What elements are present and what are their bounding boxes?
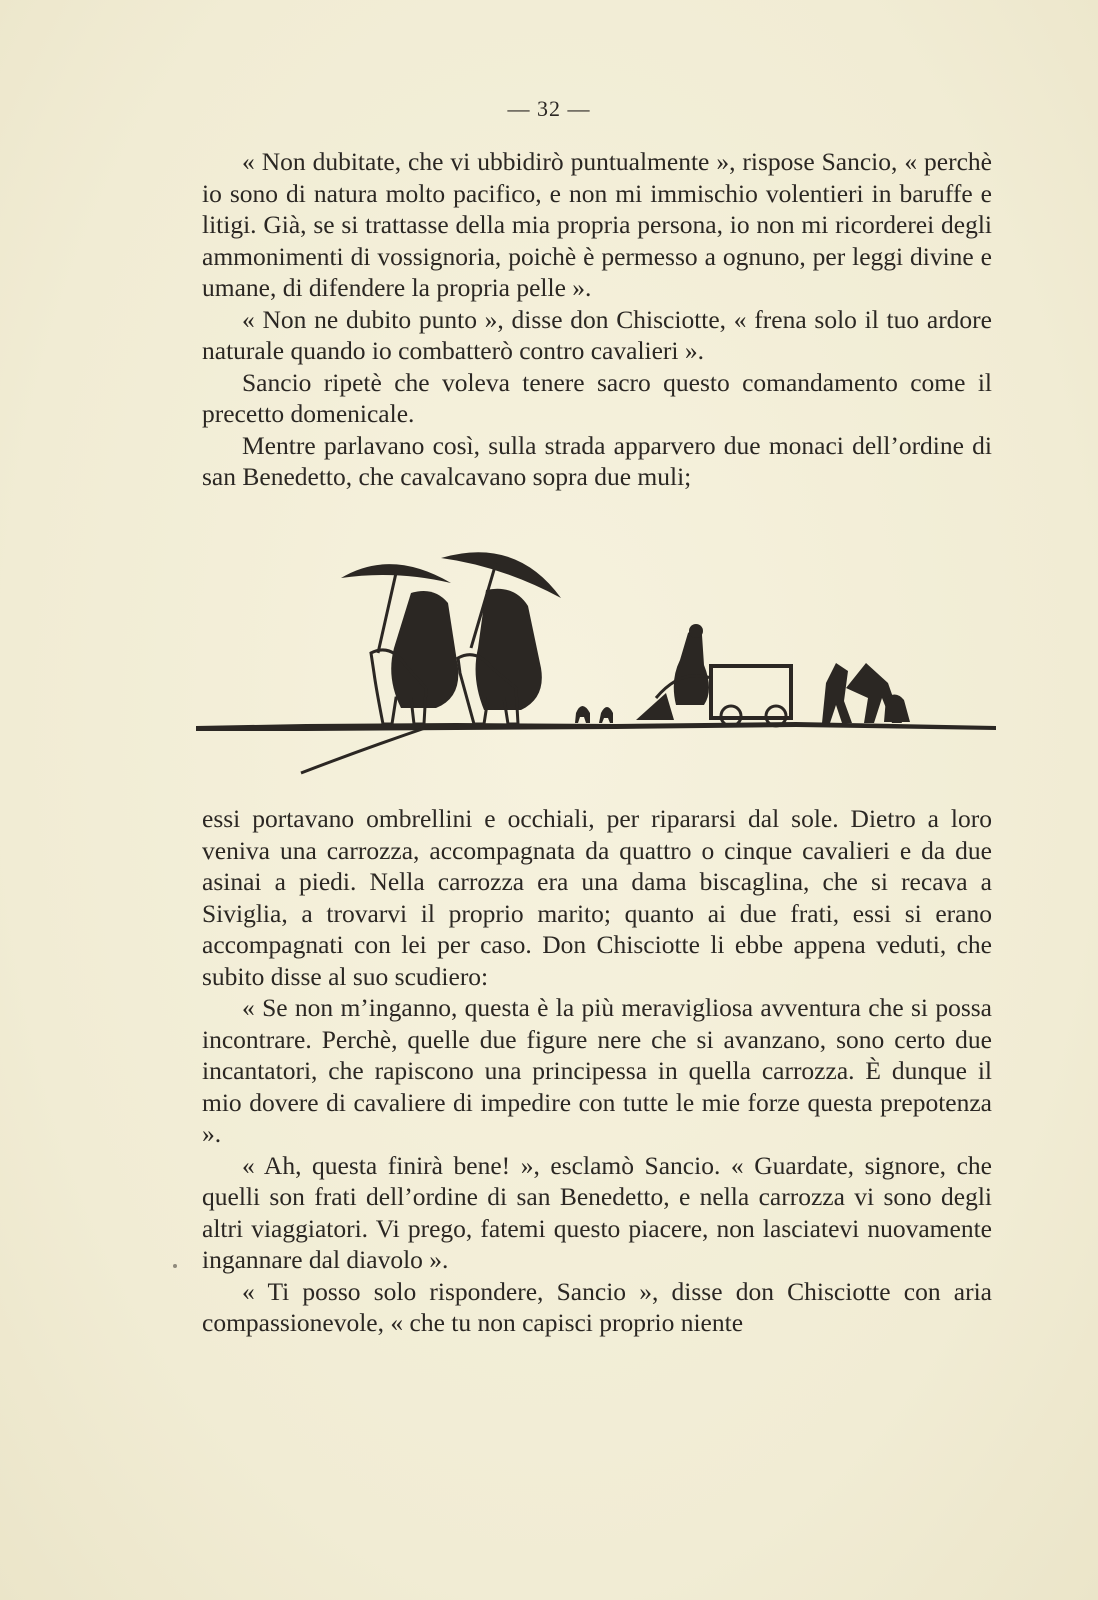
- ground-tail-drawing: [301, 726, 431, 773]
- paragraph: Sancio ripetè che voleva tenere sacro questo comandamento come il precetto domenicale.: [202, 367, 992, 428]
- paragraph: Mentre parlavano così, sulla strada apparvero due monaci dell’ordine di san Benedetto, che cavalcavano sopra due muli;: [202, 430, 992, 491]
- ground-line-drawing: [196, 722, 996, 731]
- illustration-monks-and-carriage: [196, 548, 996, 793]
- text-block-bottom: [202, 803, 992, 1339]
- paragraph: essi portavano ombrellini e occhiali, per ripararsi dal sole. Dietro a loro veniva una carrozza, accompagnata da quattro o cinque cavalieri e da due asinai a piedi. Nella carrozza era una dama biscaglina, che si recava a Siviglia, a trovarvi il proprio marito; quanto ai due frati, essi si erano accompagnati con lei per caso. Don Chisciotte li ebbe appena veduti, che subito disse al suo scudiero:: [202, 804, 992, 991]
- lady-drawing: [674, 629, 709, 705]
- rider-drawing: [884, 694, 910, 722]
- paragraph: « Non ne dubito punto », disse don Chisciotte, « frena solo il tuo ardore naturale quando io combatterò contro cavalieri ».: [202, 304, 992, 365]
- paragraph: « Ti posso solo rispondere, Sancio », disse don Chisciotte con aria compassionevole, « che tu non capisci proprio niente: [202, 1276, 992, 1337]
- monk-drawing: [476, 589, 542, 710]
- paper-speck: [173, 1264, 177, 1268]
- dog-drawing: [599, 707, 613, 723]
- paragraph: « Non dubitate, che vi ubbidirò puntualmente », rispose Sancio, « perchè io sono di natura molto pacifico, e non mi immischio volentieri in baruffe e litigi. Già, se si trattasse della mia propria persona, io non mi ricorderei degli ammonimenti di vossignoria, poichè è permesso a ognuno, per leggi divine e umane, di difendere la propria pelle ».: [202, 147, 992, 302]
- rider-drawing: [822, 663, 852, 723]
- dog-drawing: [575, 706, 590, 723]
- text-block-top: [202, 146, 992, 493]
- paragraph: « Se non m’inganno, questa è la più meravigliosa avventura che si possa incontrare. Perchè, quelle due figure nere che si avanzano, sono certo due incantatori, che rapiscono una principessa in quella carrozza. È dunque il mio dovere di cavaliere di impedire con tutte le mie forze questa prepotenza ».: [202, 993, 992, 1148]
- paragraph: « Ah, questa finirà bene! », esclamò Sancio. « Guardate, signore, che quelli son frati dell’ordine di san Benedetto, e nella carrozza vi sono degli altri viaggiatori. Vi prego, fatemi questo piacere, non lasciatevi nuovamente ingannare dal diavolo ».: [202, 1150, 992, 1274]
- page-number: — 32 —: [507, 96, 591, 121]
